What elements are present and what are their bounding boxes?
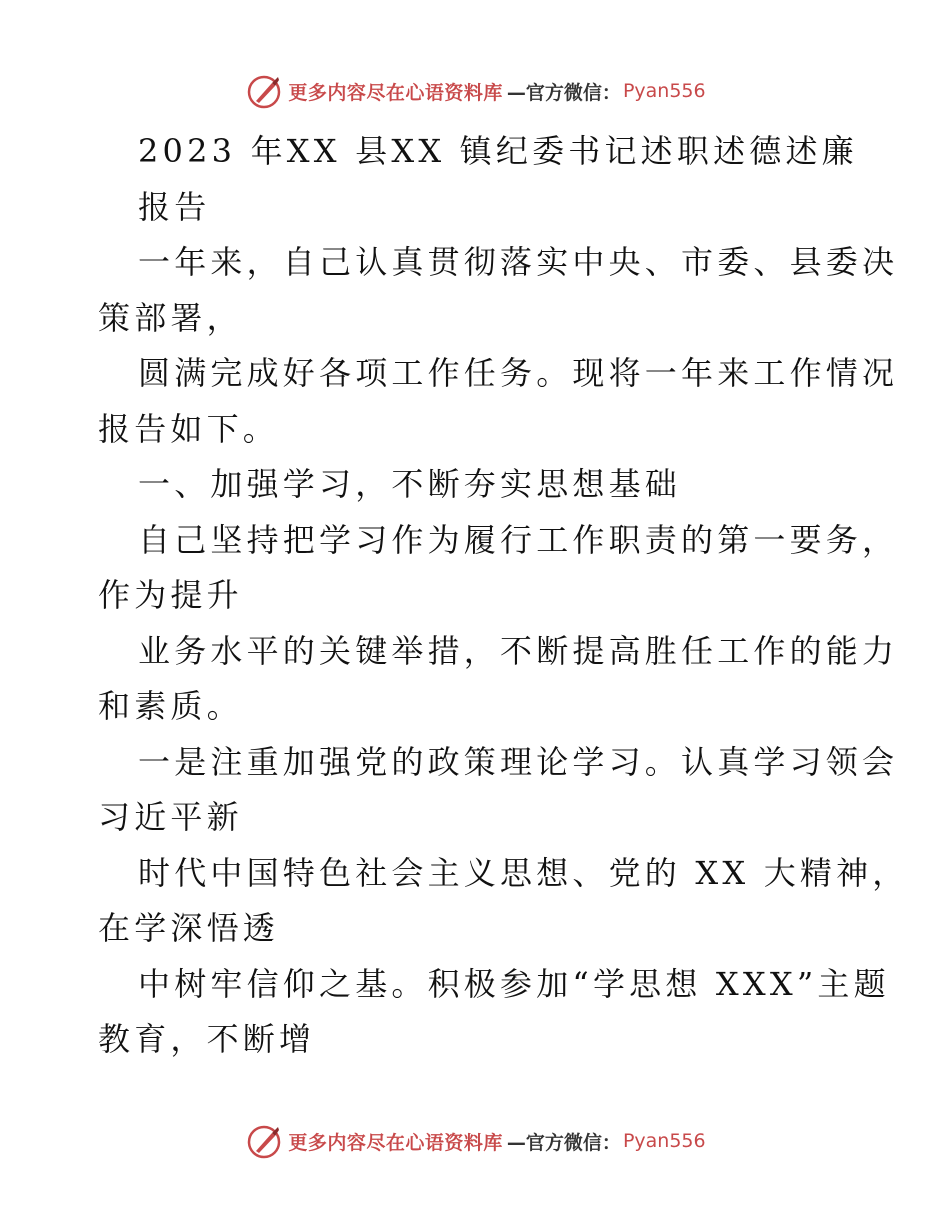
document-title-line-1: 2023 年XX 县XX 镇纪委书记述职述德述廉 <box>138 132 858 170</box>
paragraph-line: 作为提升 <box>98 576 243 614</box>
quill-logo-icon <box>244 1121 284 1161</box>
watermark-id: Pyan556 <box>622 1130 706 1152</box>
document-title-line-2: 报告 <box>138 187 211 226</box>
document-body <box>98 124 909 1068</box>
watermark-middle: —官方微信： <box>506 81 621 104</box>
watermark-middle: —官方微信： <box>506 1131 621 1154</box>
quill-logo-icon <box>244 71 284 111</box>
paragraph-line: 在学深悟透 <box>98 909 280 947</box>
header-watermark <box>0 69 950 113</box>
watermark-id: Pyan556 <box>622 80 706 102</box>
paragraph-line: 报告如下。 <box>98 409 280 448</box>
footer-watermark <box>0 1119 950 1163</box>
paragraph-line: 中树牢信仰之基。积极参加“学思想 XXX”主题 <box>138 964 890 1003</box>
watermark-prefix: 更多内容尽在心语资料库 <box>288 1131 503 1154</box>
section-heading: 一、加强学习，不断夯实思想基础 <box>138 465 682 503</box>
paragraph-line: 和素质。 <box>98 687 243 725</box>
paragraph-line: 一是注重加强党的政策理论学习。认真学习领会 <box>138 742 899 781</box>
paragraph-line: 业务水平的关键举措，不断提高胜任工作的能力 <box>138 631 899 670</box>
paragraph-line: 一年来，自己认真贯彻落实中央、市委、县委决 <box>138 243 899 281</box>
paragraph-line: 时代中国特色社会主义思想、党的 XX 大精神， <box>138 853 909 892</box>
paragraph-line: 圆满完成好各项工作任务。现将一年来工作情况 <box>138 354 899 392</box>
paragraph-line: 自己坚持把学习作为履行工作职责的第一要务， <box>138 520 899 559</box>
paragraph-line: 教育，不断增 <box>98 1020 316 1058</box>
paragraph-line: 策部署， <box>98 298 243 337</box>
watermark-prefix: 更多内容尽在心语资料库 <box>288 81 503 104</box>
paragraph-line: 习近平新 <box>98 798 243 836</box>
